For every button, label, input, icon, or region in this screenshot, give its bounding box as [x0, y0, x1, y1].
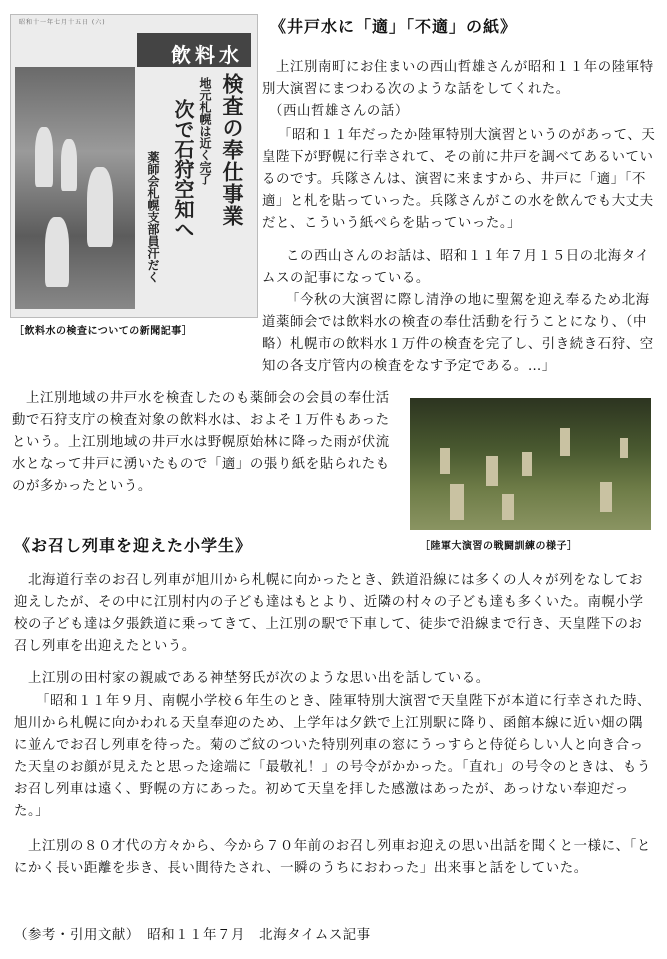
reference-note: （参考・引用文献） 昭和１１年７月 北海タイムス記事: [14, 928, 371, 943]
section1-speaker: （西山哲雄さんの話）: [269, 104, 409, 119]
section1-summary: 上江別地域の井戸水を検査したのも薬師会の会員の奉仕活動で石狩支庁の検査対象の飲料水は、およそ１万件もあったという。上江別地域の井戸水は野幌原始林に降った雨が伏流水となって井戸に湧いたもので「適」の張り紙を貼られたものが多かったという。: [12, 391, 390, 494]
section1-title: 《井戸水に「適」「不適」の紙》: [270, 17, 518, 36]
clipping-photo: [15, 67, 135, 309]
clipping-headline-sub: 地元札幌は近く完了: [198, 77, 212, 185]
clipping-masthead: 昭和十一年七月十五日 (六): [19, 19, 106, 26]
clipping-category-banner: [137, 33, 251, 67]
clipping-category: 飲料水: [171, 43, 243, 67]
clipping-headline-main: 検査の奉仕事業: [220, 73, 245, 227]
clipping-headline-next: 次で石狩空知へ: [171, 99, 195, 239]
section1-intro: 上江別南町にお住まいの西山哲雄さんが昭和１１年の陸軍特別大演習にまつわる次のような話をしてくれた。: [262, 60, 654, 97]
section2-speaker-note: 上江別の田村家の親戚である神埜努氏が次のような思い出を話している。: [28, 671, 490, 686]
exercise-photo-caption: ［陸軍大演習の戦闘訓練の様子］: [420, 541, 578, 552]
section2-closing: 上江別の８０才代の方々から、今から７０年前のお召し列車お迎えの思い出話を聞くと一様に、「とにかく長い距離を歩き、長い間待たされ、一瞬のうちにおわった」出来事と話をしていた。: [14, 839, 651, 876]
clipping-caption: ［飲料水の検査についての新聞記事］: [14, 326, 193, 337]
section1-quote2: 「今秋の大演習に際し清浄の地に聖駕を迎え奉るため北海道薬師会では飲料水の検査の奉仕活動を行うことになり、（中略）札幌市の飲料水１万件の検査を完了し、引き続き石狩、空知の各支庁管内の検査をなす予定である。…」: [262, 293, 654, 374]
newspaper-clipping-image: [10, 14, 258, 318]
section2-intro: 北海道行幸のお召し列車が旭川から札幌に向かったとき、鉄道沿線には多くの人々が列をなしてお迎えしたが、その中に江別村内の子ども達はもとより、近隣の村々の子ども達も多くいた。南幌小学校の子ども達は夕張鉄道に乗ってきて、上江別の駅で下車して、徒歩で沿線まで行き、天皇陛下のお召し列車を出迎えたという。: [14, 573, 644, 654]
clipping-byline: 薬師会札幌支部員汗だく: [146, 151, 160, 283]
section1-article-note: この西山さんのお話は、昭和１１年７月１５日の北海タイムスの記事になっている。: [262, 249, 650, 286]
section2-quote: 「昭和１１年９月、南幌小学校６年生のとき、陸軍特別大演習で天皇陛下が本道に行幸された時、旭川から札幌に向かわれる天皇奉迎のため、上学年は夕鉄で上江別駅に降り、函館本線に近い畑の隅に並んでお召し列車を待った。菊のご紋のついた特別列車の窓にうっすらと侍従らしい人と向き合った天皇のお顔が見えたと思った途端に「最敬礼！」の号令がかかった。「直れ」の号令のときは、もうお召し列車は遠く、野幌の方にあった。初めて天皇を拝した感激はあったが、あっけない奉迎だった。」: [14, 694, 652, 819]
military-exercise-photo: [410, 398, 651, 530]
section2-title: 《お召し列車を迎えた小学生》: [14, 536, 253, 555]
section1-quote1: 「昭和１１年だったか陸軍特別大演習というのがあって、天皇陛下が野幌に行幸されて、その前に井戸を調べてあるいているのです。兵隊さんは、演習に来ますから、井戸に「適」「不適」と札を貼っていった。兵隊さんがこの水を飲んでも大丈夫だと、こういう紙ぺらを貼っていった。」: [262, 128, 656, 231]
